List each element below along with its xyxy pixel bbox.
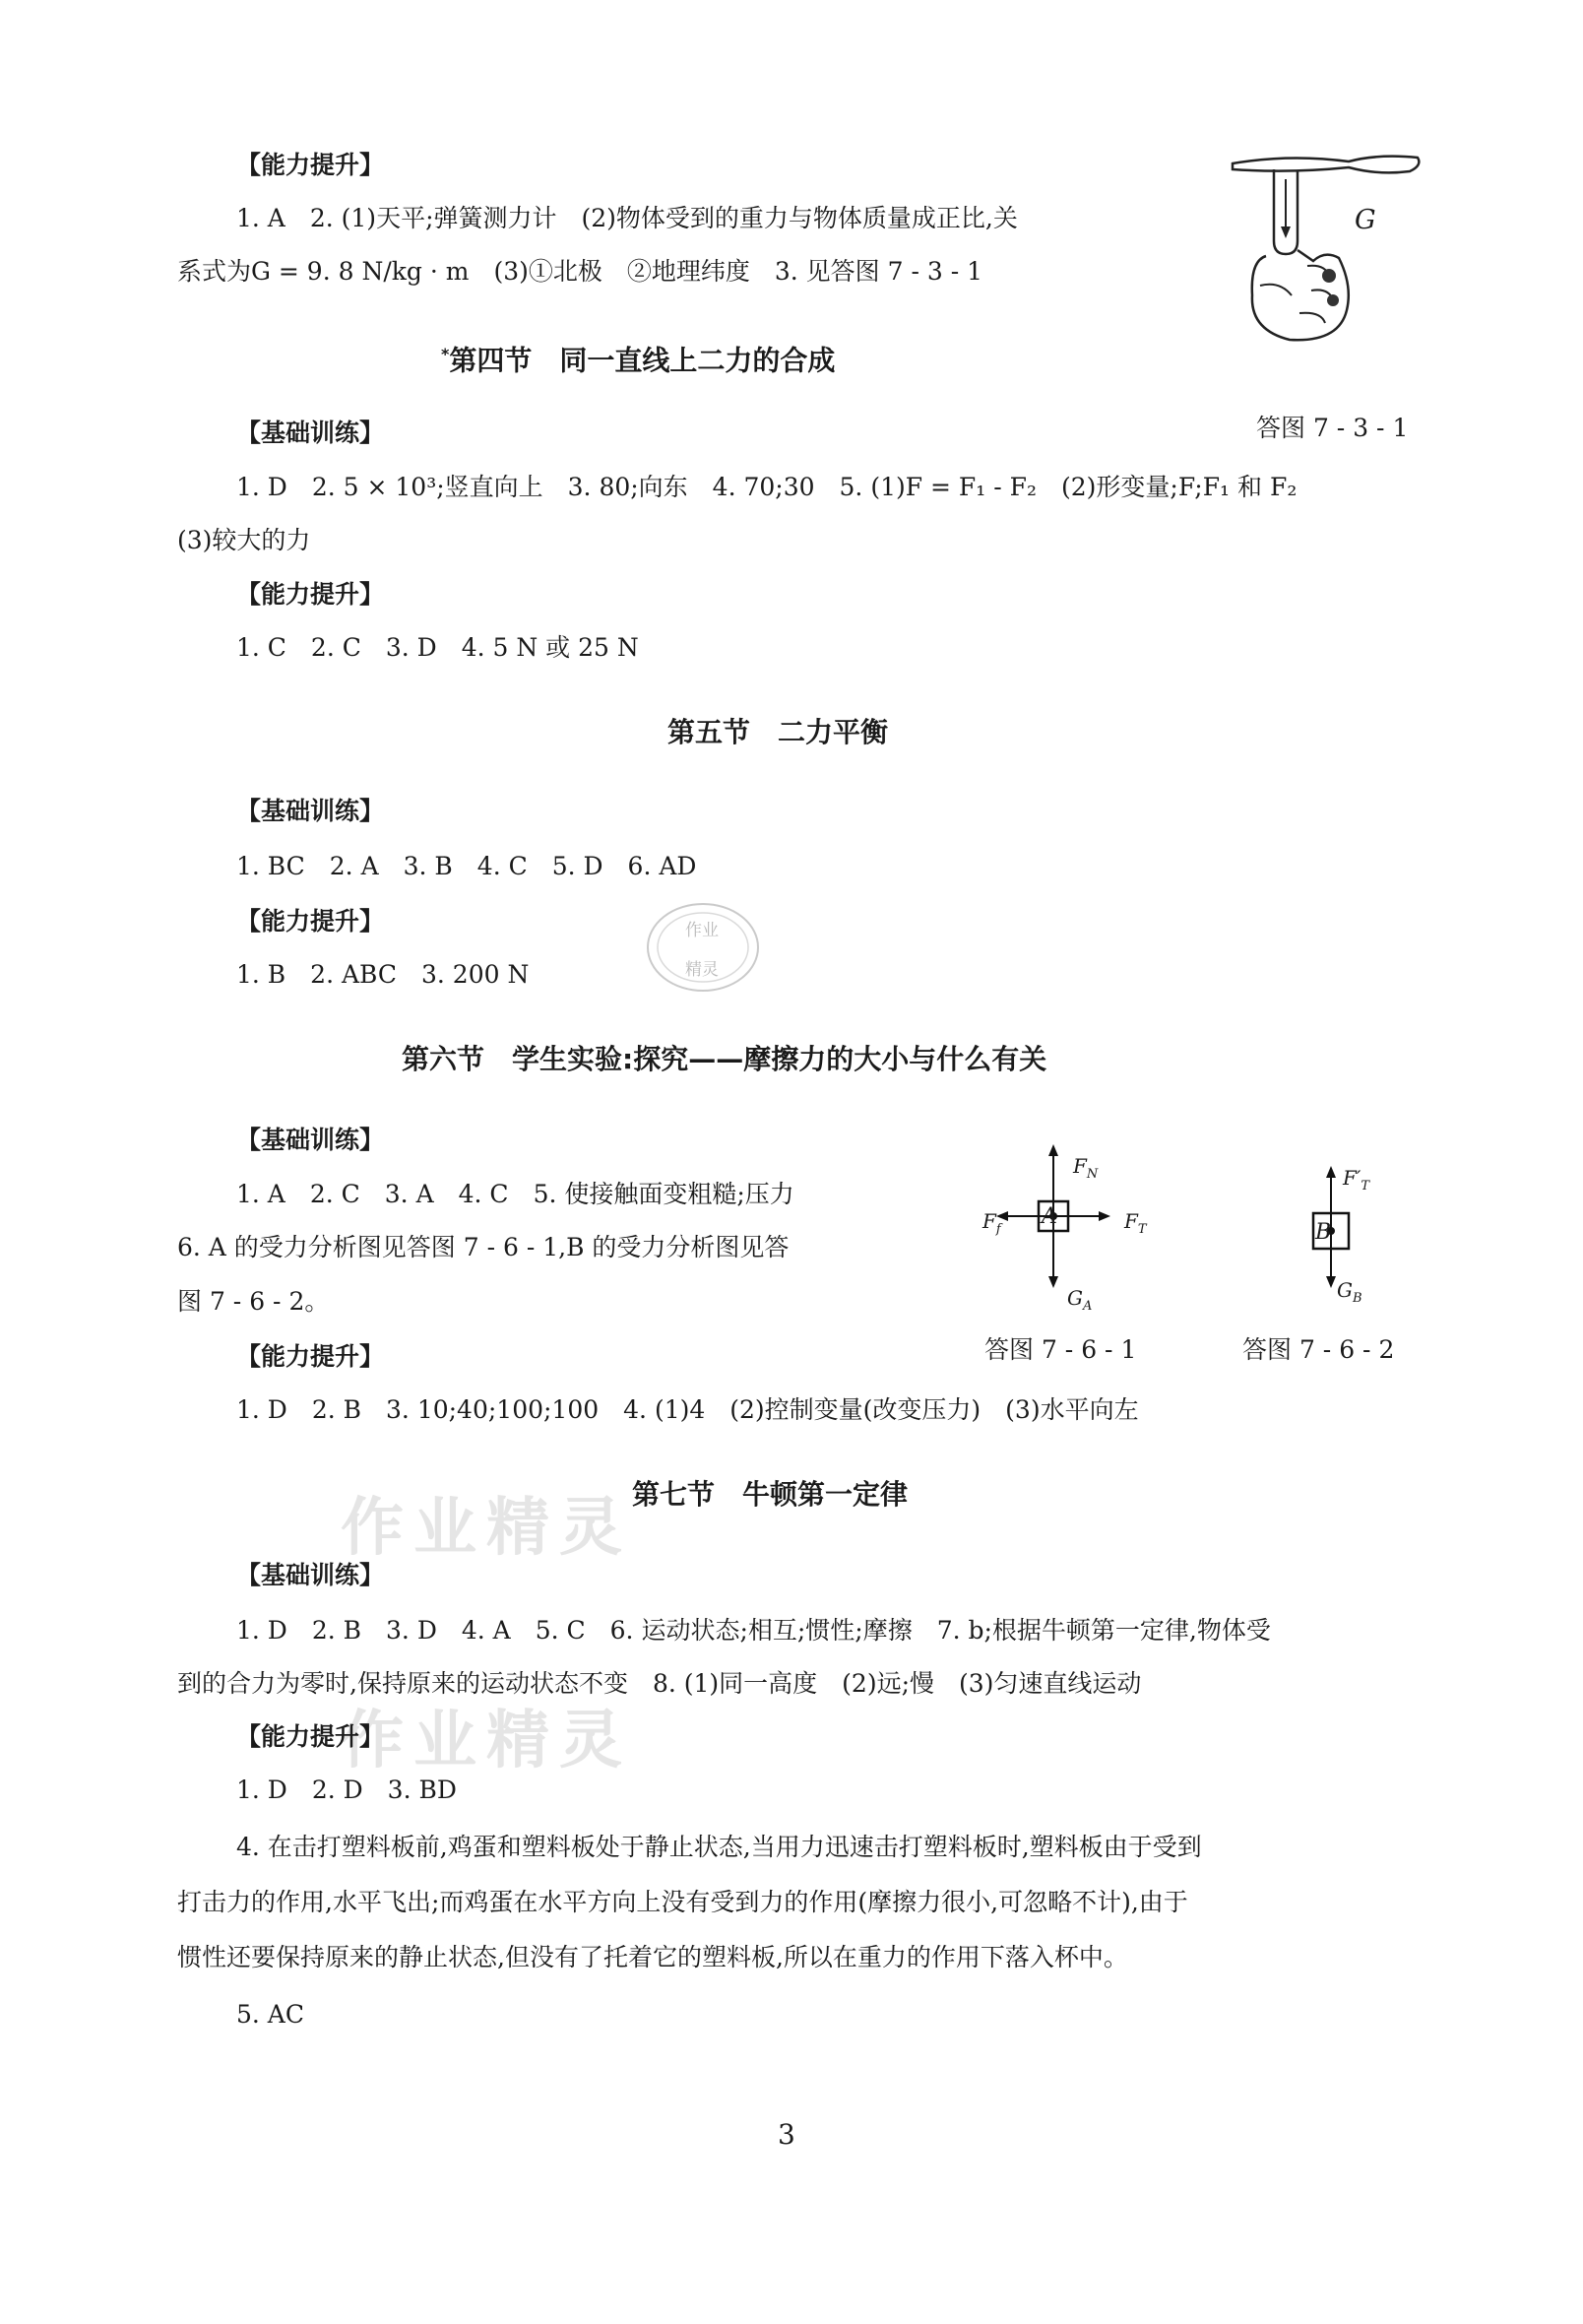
answer-line: 1. D 2. B 3. 10;40;100;100 4. (1)4 (2)控制变量(改变压力) (3)水平向左 (236, 1395, 1139, 1424)
answer-line: 6. A 的受力分析图见答图 7 - 6 - 1,B 的受力分析图见答 (177, 1233, 790, 1261)
answer-line: 5. AC (236, 2000, 304, 2029)
spoon-finger-figure (1231, 148, 1427, 345)
answer-line: 1. C 2. C 3. D 4. 5 N 或 25 N (236, 633, 639, 662)
answer-line: 1. D 2. D 3. BD (236, 1775, 457, 1804)
page-number: 3 (778, 2118, 795, 2151)
figure-caption: 答图 7 - 6 - 1 (984, 1335, 1137, 1364)
ft-sub: T (1137, 1222, 1147, 1237)
figure-caption: 答图 7 - 3 - 1 (1256, 414, 1409, 442)
section-title: 第五节 二力平衡 (667, 716, 889, 748)
answer-line: 图 7 - 6 - 2。 (177, 1287, 330, 1316)
answer-line: 1. D 2. 5 × 10³;竖直向上 3. 80;向东 4. 70;30 5. (1)F = F₁ - F₂ (2)形变量;F;F₁ 和 F₂ (236, 473, 1298, 501)
section-label-jichu: 【基础训练】 (236, 1126, 385, 1154)
answer-line: 到的合力为零时,保持原来的运动状态不变 8. (1)同一高度 (2)远;慢 (3)匀速直线运动 (177, 1669, 1142, 1698)
force-label-ff (982, 1203, 1001, 1248)
fn-letter: F (1073, 1154, 1087, 1178)
gb-sub: B (1352, 1291, 1362, 1306)
force-label-ga (1067, 1280, 1092, 1324)
title-star: * (441, 345, 450, 363)
section-label-nengli: 【能力提升】 (236, 580, 385, 609)
watermark-text: 作业精灵 (341, 1492, 632, 1565)
answer-line: 1. A 2. C 3. A 4. C 5. 使接触面变粗糙;压力 (236, 1180, 794, 1208)
figure-caption: 答图 7 - 6 - 2 (1242, 1335, 1395, 1364)
ft-prime-letter: F′ (1343, 1166, 1361, 1190)
answer-paragraph: 惯性还要保持原来的静止状态,但没有了托着它的塑料板,所以在重力的作用下落入杯中。 (177, 1943, 1128, 1971)
watermark-stamp (644, 898, 762, 997)
section-label-nengli: 【能力提升】 (236, 151, 385, 179)
gravity-label: G (1355, 205, 1376, 235)
ff-sub: f (995, 1222, 1001, 1237)
box-b-label: B (1315, 1220, 1332, 1245)
answer-line: 1. A 2. (1)天平;弹簧测力计 (2)物体受到的重力与物体质量成正比,关 (236, 204, 1018, 232)
answer-line: 系式为G = 9. 8 N/kg · m (3)①北极 ②地理纬度 3. 见答图 7 - 3 - 1 (177, 257, 983, 286)
answer-line: 1. BC 2. A 3. B 4. C 5. D 6. AD (236, 852, 697, 880)
ff-letter: F (982, 1209, 996, 1233)
answer-line: 1. B 2. ABC 3. 200 N (236, 960, 530, 989)
section-title: 第七节 牛顿第一定律 (632, 1478, 909, 1511)
force-label-ft (1124, 1203, 1147, 1248)
ft-prime-sub: T (1361, 1179, 1370, 1194)
stamp-text-bottom: 精灵 (685, 960, 719, 980)
watermark-text: 作业精灵 (341, 1705, 632, 1777)
answer-line: 1. D 2. B 3. D 4. A 5. C 6. 运动状态;相互;惯性;摩擦 7. b;根据牛顿第一定律,物体受 (236, 1616, 1271, 1645)
force-label-ft-prime (1343, 1160, 1369, 1204)
section-label-nengli: 【能力提升】 (236, 1722, 385, 1751)
section-label-nengli: 【能力提升】 (236, 1342, 385, 1371)
box-a-label: A (1042, 1204, 1057, 1229)
section-label-jichu: 【基础训练】 (236, 1561, 385, 1589)
section-title-text: 第四节 同一直线上二力的合成 (449, 344, 836, 377)
section-title: 第六节 学生实验:探究——摩擦力的大小与什么有关 (402, 1043, 1047, 1075)
answer-paragraph: 4. 在击打塑料板前,鸡蛋和塑料板处于静止状态,当用力迅速击打塑料板时,塑料板由于受到 (236, 1833, 1202, 1861)
answer-paragraph: 打击力的作用,水平飞出;而鸡蛋在水平方向上没有受到力的作用(摩擦力很小,可忽略不计),由于 (177, 1888, 1188, 1916)
answer-line: (3)较大的力 (177, 526, 311, 554)
force-label-fn (1073, 1148, 1098, 1193)
section-label-nengli: 【能力提升】 (236, 907, 385, 936)
section-label-jichu: 【基础训练】 (236, 419, 385, 447)
section-title (441, 335, 835, 380)
ga-sub: A (1082, 1299, 1093, 1314)
stamp-text-top: 作业 (685, 921, 719, 940)
ga-letter: G (1067, 1286, 1083, 1310)
ft-letter: F (1124, 1209, 1138, 1233)
gb-letter: G (1337, 1278, 1353, 1302)
section-label-jichu: 【基础训练】 (236, 797, 385, 825)
force-label-gb (1337, 1272, 1362, 1317)
fn-sub: N (1086, 1167, 1099, 1182)
